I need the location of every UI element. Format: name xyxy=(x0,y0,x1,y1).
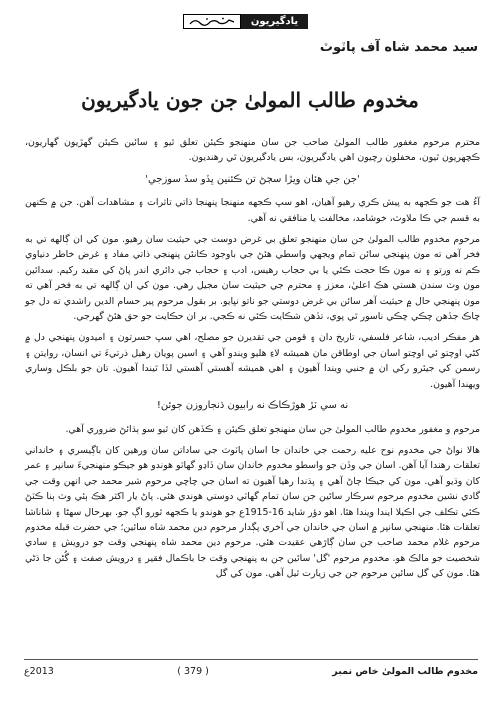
paragraph: مرحوم مخدوم طالب المولىٰ جن سان منهنجو تعلق بي غرض دوست جي حيثيت سان رهيو. مون کي ان ڳالهه تي به فخر آهي ته مون پنهنجي سائن تمام ويجهي واسطي هئڻ جي باوجود ڪانئن پنهنجي ذاتي مفاد ۽ غرض خاطر دنياوي ڪم نه ورتو ۽ نه مون ڪا حجت ڪئي يا بي حجاب رهيس، ادب ۽ حجاب جي دائري اندر پاڻ کي مقيد رکيم. سدائين مون وٽ سندن هستي هڪ اعليٰ، معزز ۽ محترم جي حيثيت سان مجيل رهي. مون کي ان ڳالهه تي به فخر آهي ته مون پنهنجي حال ۾ حيثيت آهر سائن بي غرض دوستي جو ناتو نڀايو. بر بقول مرحوم پير حسام الدين راشدي ته دل جو چاڪ جڏهن چڪي چڪي ناسور ٿي پوي، تڏهن شڪايت ڪئي نه ڪجي. بر ان حڪايت جو حق هئڻ گهرجي. xyxy=(25,234,480,323)
paragraph: محترم مرحوم مغفور طالب المولىٰ صاحب جن سان منهنجو ڪيئن تعلق ٿيو ۽ سائين ڪيئن گهڙيون گهاريون، ڪچهريون ٿيون، محفلون رچيون اهي يادگيريون، بس يادگيريون ٿي رهنديون. xyxy=(25,137,480,164)
page-header xyxy=(183,14,308,29)
paragraph: هالا نواڻ جي مخدوم نوح عليه رحمت جي خاندان جا اسان پاٽوٽ جي ساداتن سان ورهين کان باڳيسري ۽ خانداني تعلقات رهندا آيا آهن. اسان جي وڏن جو واسطو مخدوم خاندان سان ڏاڍو گهاٽو هوندو هو جيڪو منهنجيءَ سانپر ۽ عمر کان وڌيو آهي. مون کي جيڪا ڄاڻ آهي ۽ پڌندا رهيا آهيون ته اسان جي چاچي مرحوم شير محمد جي انهن وقت جي گادي نشين مخدوم مرحوم سرڪار سائين جن سان تمام گهاٽي دوستي هوندي هئي. پاڻ يار اکثر هڪ ٻئي وٽ ٻنا ڪٽڻ ڪئي تڪلف جي اڪيلا ايندا ويندا هئا. اهو دؤر شايد 16-1915ع جو هوندو يا ڪجهه ٿورو اڳ جو. بهرحال سهڻا ۽ شاناشا تعلقات هئا. منهنجي سانپر ۾ اسان جي خاندان جي آخري پڳدار مرحوم دين محمد شاه سائين؛ جي حضرت قبله مخدوم مرحوم غلام محمد صاحب جن سان ڳاڙهي عقيدت هئي. مرحوم دين محمد شاه پنهنجي وقت جو درويش ۽ سادي شخصيت جو مالڪ هو. مخدوم مرحوم 'گل' سائين جن به پنهنجي وقت جا باڪمال فقير ۽ درويش صفت ۽ گُڻن جا ڌڻي هئا. مون کي گل سائين مرحوم جن جي زيارت ٿيل آهي. مون کي گل xyxy=(25,444,481,580)
publication-year: 2013ع xyxy=(24,665,54,677)
verse-quote: نه سي ٽڙ هوڙڪاڪ نه رابيون ڌنجاروزن جوئن! xyxy=(156,400,349,412)
paragraph: آءُ هت جو ڪجهه به پيش ڪري رهيو آهيان، اهو سڀ ڪجهه منهنجا پنهنجا ذاتي تاثرات ۽ مشاهدات آهن. جن ۾ ڪنهن به قسم جي ڪا ملاوٽ، خوشامد، مخالفت يا منافقي نه آهي. xyxy=(25,197,480,224)
page-footer xyxy=(24,659,478,679)
page-number: ( 379 ) xyxy=(177,665,209,677)
magazine-logo xyxy=(183,14,241,29)
article-body xyxy=(25,135,480,588)
section-label: يادگيريون xyxy=(241,14,308,29)
article-title: مخدوم طالب المولىٰ جن جون يادگيريون xyxy=(81,88,419,112)
publication-name: مخدوم طالب المولىٰ خاص نمبر xyxy=(332,665,478,677)
logo-calligraphy-icon xyxy=(187,16,237,27)
paragraph: هر مفڪر اديب، شاعر فلسفي، تاريخ دان ۽ قومن جي تقديرن جو مصلح، اهي سڀ حسرتون ۽ اميدون پنهنجي دل ۾ کڻي اوچتو ئي اوچتو اسان جي اوطاقن مان هميشه لاءِ هليو ويندو آهي ۽ اسين پويان رهيل ذرتيءَ تي انسان، روايتن ۽ رسمن کي جيئرو رکي ان ۾ جنبي ويندا آهيون ۽ اهي هميشه آهستي آهستي لڏا ٿيندا آهيون. تان جو بلڪل وساري ويهندا آهيون. xyxy=(25,332,480,390)
verse-quote: 'جن جي هئان ويڙا سڄڻ تن ڪئنين ڀڏو سڏ سوزجي' xyxy=(145,173,360,185)
paragraph: مرحوم و مغفور مخدوم طالب المولىٰ جن سان منهنجو تعلق ڪيئن ۽ ڪڏهن کان ٿيو سو ٻڌائڻ ضروري آهي. xyxy=(65,423,480,435)
author-name: سيد محمد شاه آف پاٽوٽ xyxy=(319,40,478,55)
